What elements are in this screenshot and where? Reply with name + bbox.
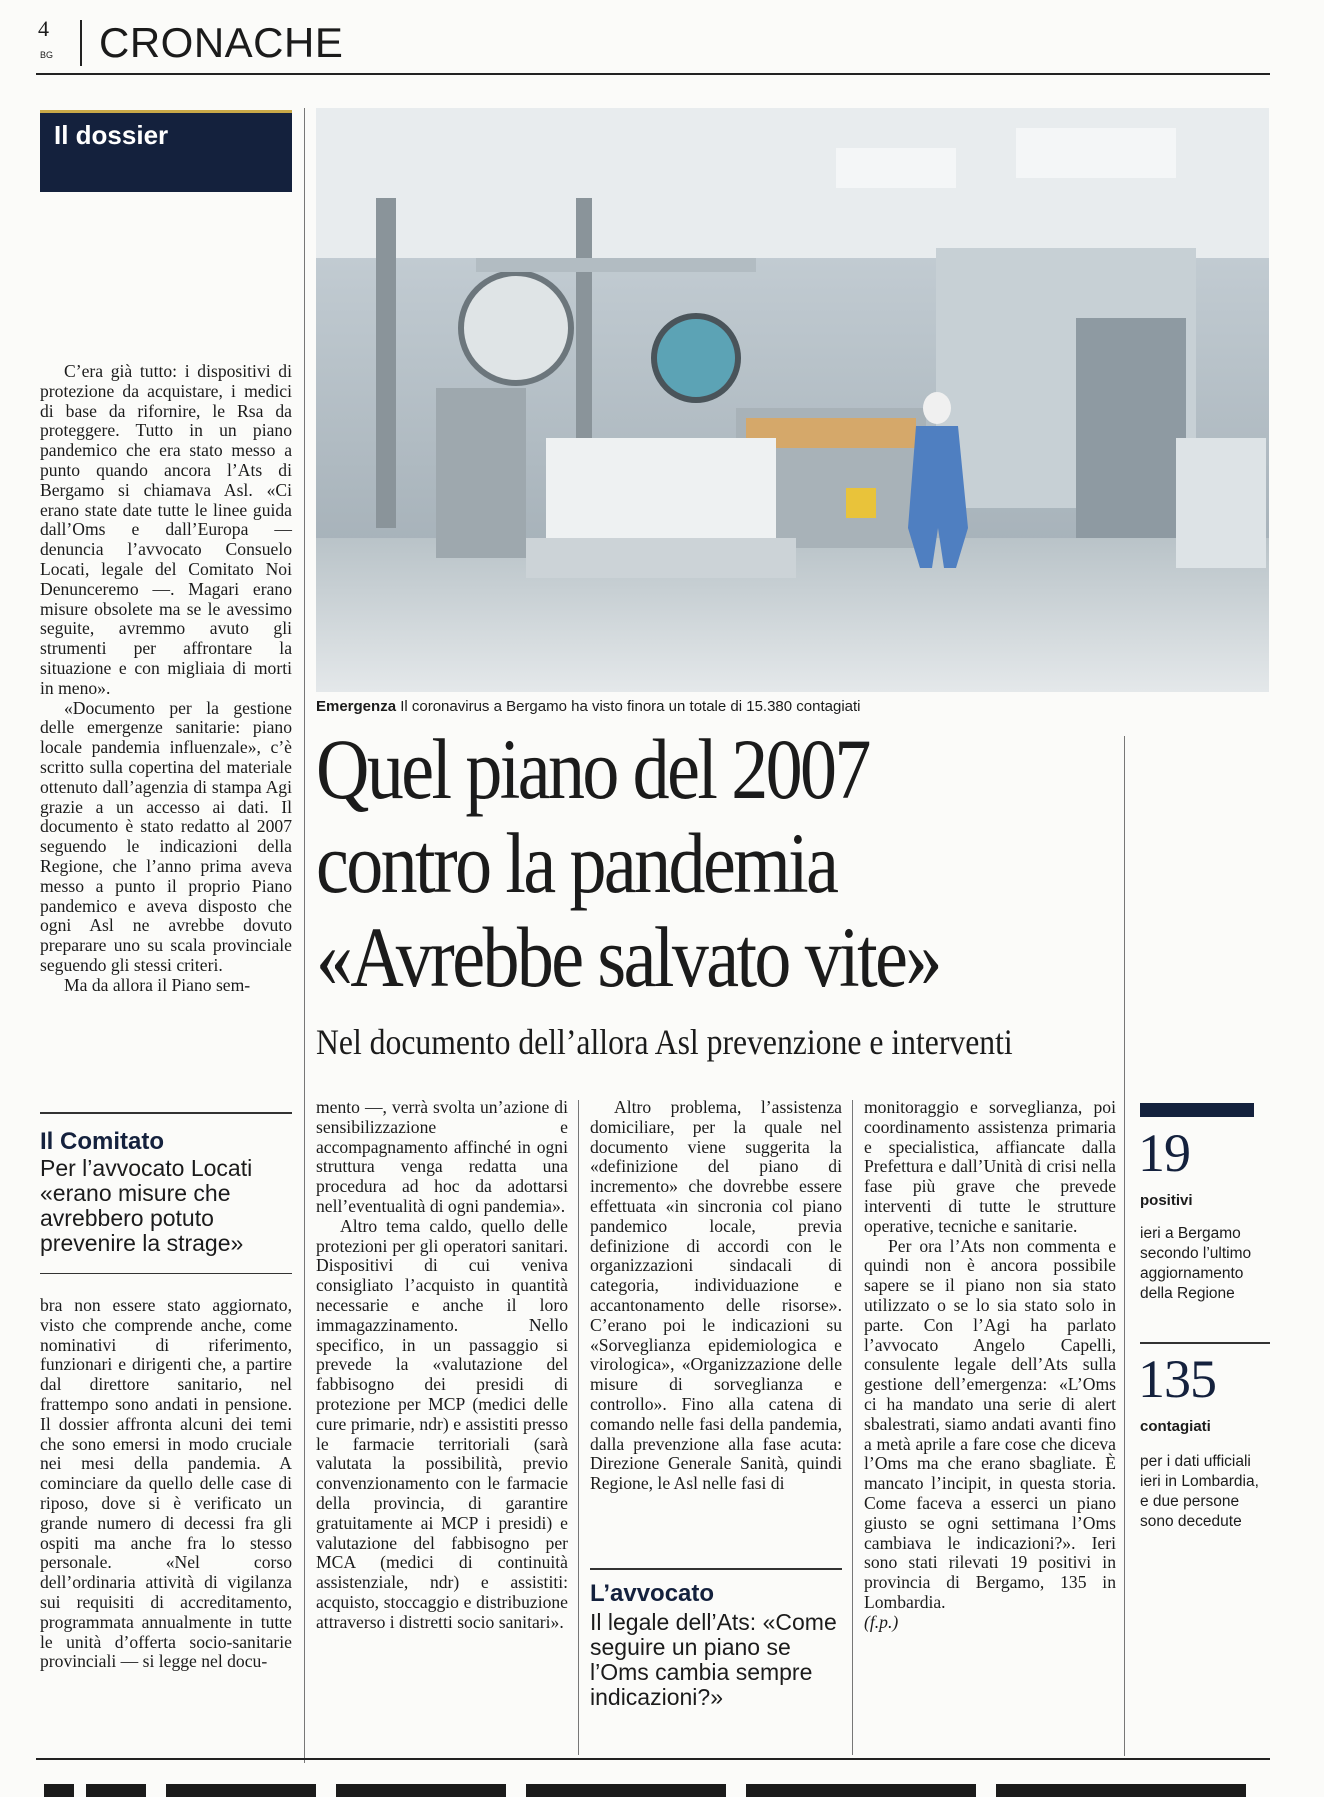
signature: (f.p.) <box>864 1611 899 1632</box>
paragraph: bra non essere stato aggiornato, visto che comprende anche, come nominativi di riferimento, funzionari e dirigenti che, a partire dal direttore sanitario, nel frattempo sono andati in pensione. Il dossier affronta alcuni dei temi che sono emersi in modo cruciale nei mesi della pandemia. A cominciare da quello delle case di riposo, dove si è verificato un grande numero di decessi fra gli ospiti ma anche fra lo stesso personale. «Nel corso dell’ordinaria attività di vigilanza sui requisiti di accreditamento, programmata annualmente in tutte le unità d’offerta socio-sanitarie provinciali — si legge nel docu- <box>40 1295 292 1672</box>
comitato-box-title: Il Comitato <box>40 1128 164 1155</box>
dossier-label-box <box>40 110 292 192</box>
article-subhead: Nel documento dell’allora Asl prevenzione e interventi <box>316 1022 1013 1062</box>
dossier-label: Il dossier <box>54 120 169 150</box>
article-column-3 <box>590 1098 842 1494</box>
box-rule <box>40 1112 292 1114</box>
photo-illustration <box>316 108 1269 692</box>
stat-bar <box>1140 1103 1254 1117</box>
next-article-cutoff <box>36 1770 1270 1797</box>
header-rule <box>36 73 1270 75</box>
paragraph: Ma da allora il Piano sem- <box>64 974 251 995</box>
column-divider <box>852 1100 853 1755</box>
article-column-4 <box>864 1098 1116 1633</box>
section-title: CRONACHE <box>99 19 344 66</box>
stat-description: ieri a Bergamo secondo l’ultimo aggiornamento della Regione <box>1140 1225 1252 1302</box>
caption-lead: Emergenza <box>316 698 397 715</box>
paragraph: «Documento per la gestione delle emergenze sanitarie: piano locale pandemia influenzale», c’è scritto sulla copertina del materiale ottenuto dall’agenzia di stampa Agi grazie a un accesso ai dati. Il documento è stato redatto al 2007 seguendo le indicazioni della Regione, che l’anno prima aveva messo a punto il proprio Piano pandemico e aveva disposto che ogni Asl ne avrebbe dovuto preparare uno su scala provinciale seguendo gli stessi criteri. <box>40 697 292 975</box>
headline-line: «Avrebbe salvato vite» <box>316 909 940 1005</box>
footer-rule <box>36 1758 1270 1760</box>
column-divider <box>1124 736 1125 1756</box>
paragraph: Altro tema caldo, quello delle protezioni per gli operatori sanitari. Dispositivi di cui veniva consigliato l’acquisto in quantità necessarie e anche il loro immagazzinamento. Nello specifico, in un passaggio si prevede la «valutazione del fabbisogno dei presidi di protezione per MCP (medici delle cure primarie, ndr) e assistiti presso le farmacie territoriali (sarà valutata la possibilità, previo convenzionamento con le farmacie della provincia, di garantire gratuitamente ai MCP i presidi) e valutazione del fabbisogno per MCA (medici di continuità assistenziale, ndr) e assistiti: acquisto, stoccaggio e distribuzione attraverso i distretti socio sanitari». <box>316 1215 568 1632</box>
page-number: 4 <box>38 16 49 41</box>
paragraph: Altro problema, l’assistenza domiciliare, per la quale nel documento viene suggerita la «definizione del piano di incremento» che dovrebbe essere effettuata «in sincronia col piano pandemico locale, previa definizione di accordi con le organizzazioni sindacali di categoria, individuazione e accantonamento delle risorse». C’erano poi le indicazioni su «Sorveglianza epidemiologica e virologica», «Organizzazione delle misure di sorveglianza e controllo». Fino alla catena di comando nelle fasi della pandemia, dalla prevenzione alla fase acuta: Direzione Generale Sanità, quindi Regione, le Asl nelle fasi di <box>590 1097 842 1494</box>
stat-number: 135 <box>1138 1349 1216 1409</box>
box-rule <box>590 1568 842 1570</box>
photo-caption <box>316 698 1276 715</box>
stat-label: contagiati <box>1140 1418 1211 1435</box>
comitato-box-text: Per l’avvocato Locati «erano misure che avrebbero potuto prevenire la strage» <box>40 1155 253 1256</box>
stat-label: positivi <box>1140 1192 1193 1209</box>
stat-number: 19 <box>1138 1123 1190 1183</box>
paragraph: mento —, verrà svolta un’azione di sensibilizzazione e accompagnamento affinché in ogni struttura venga redatta una procedura ad hoc da adottarsi nell’eventualità di ogni pandemia». <box>316 1097 568 1216</box>
column-divider <box>578 1100 579 1755</box>
article-column-2 <box>316 1098 568 1633</box>
caption-text: Il coronavirus a Bergamo ha visto finora un totale di 15.380 contagiati <box>396 698 861 715</box>
cutoff-headline-shapes <box>36 1770 1270 1797</box>
paragraph: C’era già tutto: i dispositivi di protezione da acquistare, i medici di base da rifornire, le Rsa da proteggere. Tutto in un piano pandemico che era stato messo a punto quando ancora l’Ats di Bergamo si chiamava Asl. «Ci erano state date tutte le linee guida dall’Oms e dall’Europa — denuncia l’avvocato Consuelo Locati, legale del Comitato Noi Denunceremo —. Magari erano misure obsolete ma se le avessimo seguite, avremmo avuto gli strumenti per affrontare la situazione e con migliaia di morti in meno». <box>40 361 292 698</box>
edition-code: BG <box>40 50 54 60</box>
article-column-1-top <box>40 362 292 996</box>
hospital-photo <box>316 108 1269 692</box>
box-rule <box>40 1273 292 1274</box>
avvocato-box-title: L’avvocato <box>590 1580 715 1607</box>
paragraph: Per ora l’Ats non commenta e quindi non è ancora possibile sapere se il piano non sia stato utilizzato o se lo sia stato solo in parte. Con l’Agi ha parlato l’avvocato Angelo Capelli, consulente legale dell’Ats sulla gestione dell’emergenza: «L’Oms ci ha mandato una serie di alert sbalestrati, siamo andati avanti fino a metà aprile a fare cose che diceva l’Oms ma che erano sbagliate. È mancato l’incipit, in questa storia. Come faceva a esserci un piano giusto se ogni settimana l’Oms cambiava le indicazioni?». Ieri sono stati rilevati 19 positivi in provincia di Bergamo, 135 in Lombardia. <box>864 1235 1116 1612</box>
article-headline <box>316 722 995 1004</box>
column-divider <box>304 108 305 1763</box>
stat-rule <box>1140 1342 1270 1344</box>
article-column-1-bottom <box>40 1296 292 1672</box>
header-separator <box>80 20 82 66</box>
headline-line: Quel piano del 2007 <box>316 721 869 817</box>
avvocato-box-text: Il legale dell’Ats: «Come seguire un piano se l’Oms cambia sempre indicazioni?» <box>590 1609 837 1710</box>
paragraph: monitoraggio e sorveglianza, poi coordinamento assistenza primaria e specialistica, affiancate dalla Prefettura e dall’Unità di crisi nella fase più grave che prevede interventi di tutte le strutture operative, tecniche e sanitarie. <box>864 1097 1116 1236</box>
stat-description: per i dati ufficiali ieri in Lombardia, e due persone sono decedute <box>1140 1453 1259 1530</box>
headline-line: contro la pandemia <box>316 815 837 911</box>
